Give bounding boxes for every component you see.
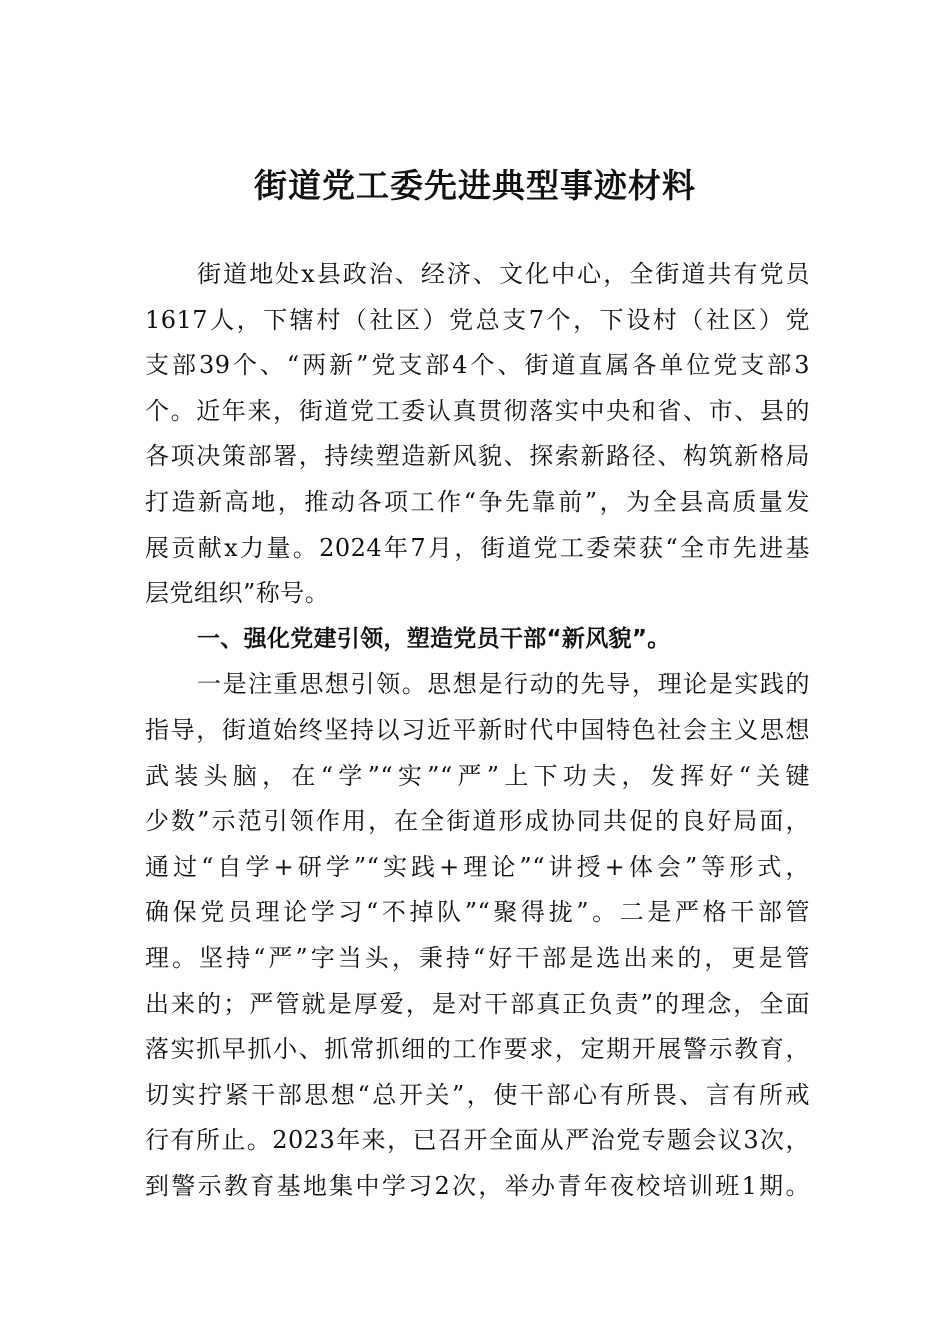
paragraph-line: 落实抓早抓小、抓常抓细的工作要求，定期开展警示教育，: [145, 1035, 810, 1064]
paragraph-line: 切实拧紧干部思想“总开关”，使干部心有所畏、言有所戒: [145, 1080, 810, 1109]
section-heading: 一、强化党建引领，塑造党员干部“新风貌”。: [197, 625, 671, 652]
paragraph-line: 各项决策部署，持续塑造新风貌、探索新路径、构筑新格局: [145, 442, 810, 471]
paragraph-line: 到警示教育基地集中学习2次，举办青年夜校培训班1期。: [145, 1171, 810, 1200]
paragraph-line: 武装头脑，在“学”“实”“严”上下功夫，发挥好“关键: [145, 761, 810, 790]
paragraph-line: 一是注重思想引领。思想是行动的先导，理论是实践的: [197, 670, 810, 699]
paragraph-line: 1617人，下辖村（社区）党总支7个，下设村（社区）党: [145, 305, 810, 334]
paragraph-line: 支部39个、“两新”党支部4个、街道直属各单位党支部3: [145, 351, 810, 380]
paragraph-line: 行有所止。2023年来，已召开全面从严治党专题会议3次，: [145, 1126, 810, 1155]
paragraph-line: 出来的；严管就是厚爱，是对干部真正负责”的理念，全面: [145, 989, 810, 1018]
paragraph-line: 指导，街道始终坚持以习近平新时代中国特色社会主义思想: [145, 715, 810, 744]
paragraph-line: 少数”示范引领作用，在全街道形成协同共促的良好局面，: [145, 807, 810, 836]
paragraph-line: 理。坚持“严”字当头，秉持“好干部是选出来的，更是管: [145, 943, 810, 972]
paragraph-line: 展贡献x力量。2024年7月，街道党工委荣获“全市先进基: [145, 533, 810, 562]
paragraph-line: 层党组织”称号。: [145, 579, 330, 608]
paragraph-line: 个。近年来，街道党工委认真贯彻落实中央和省、市、县的: [145, 396, 810, 425]
document-title: 街道党工委先进典型事迹材料: [254, 166, 696, 205]
document-body: [145, 252, 810, 1209]
paragraph-line: 确保党员理论学习“不掉队”“聚得拢”。二是严格干部管: [145, 898, 810, 927]
paragraph-line: 通过“自学+研学”“实践+理论”“讲授+体会”等形式，: [145, 852, 810, 881]
paragraph-line: 街道地处x县政治、经济、文化中心，全街道共有党员: [197, 260, 810, 288]
paragraph-line: 打造新高地，推动各项工作“争先靠前”，为全县高质量发: [145, 487, 810, 516]
